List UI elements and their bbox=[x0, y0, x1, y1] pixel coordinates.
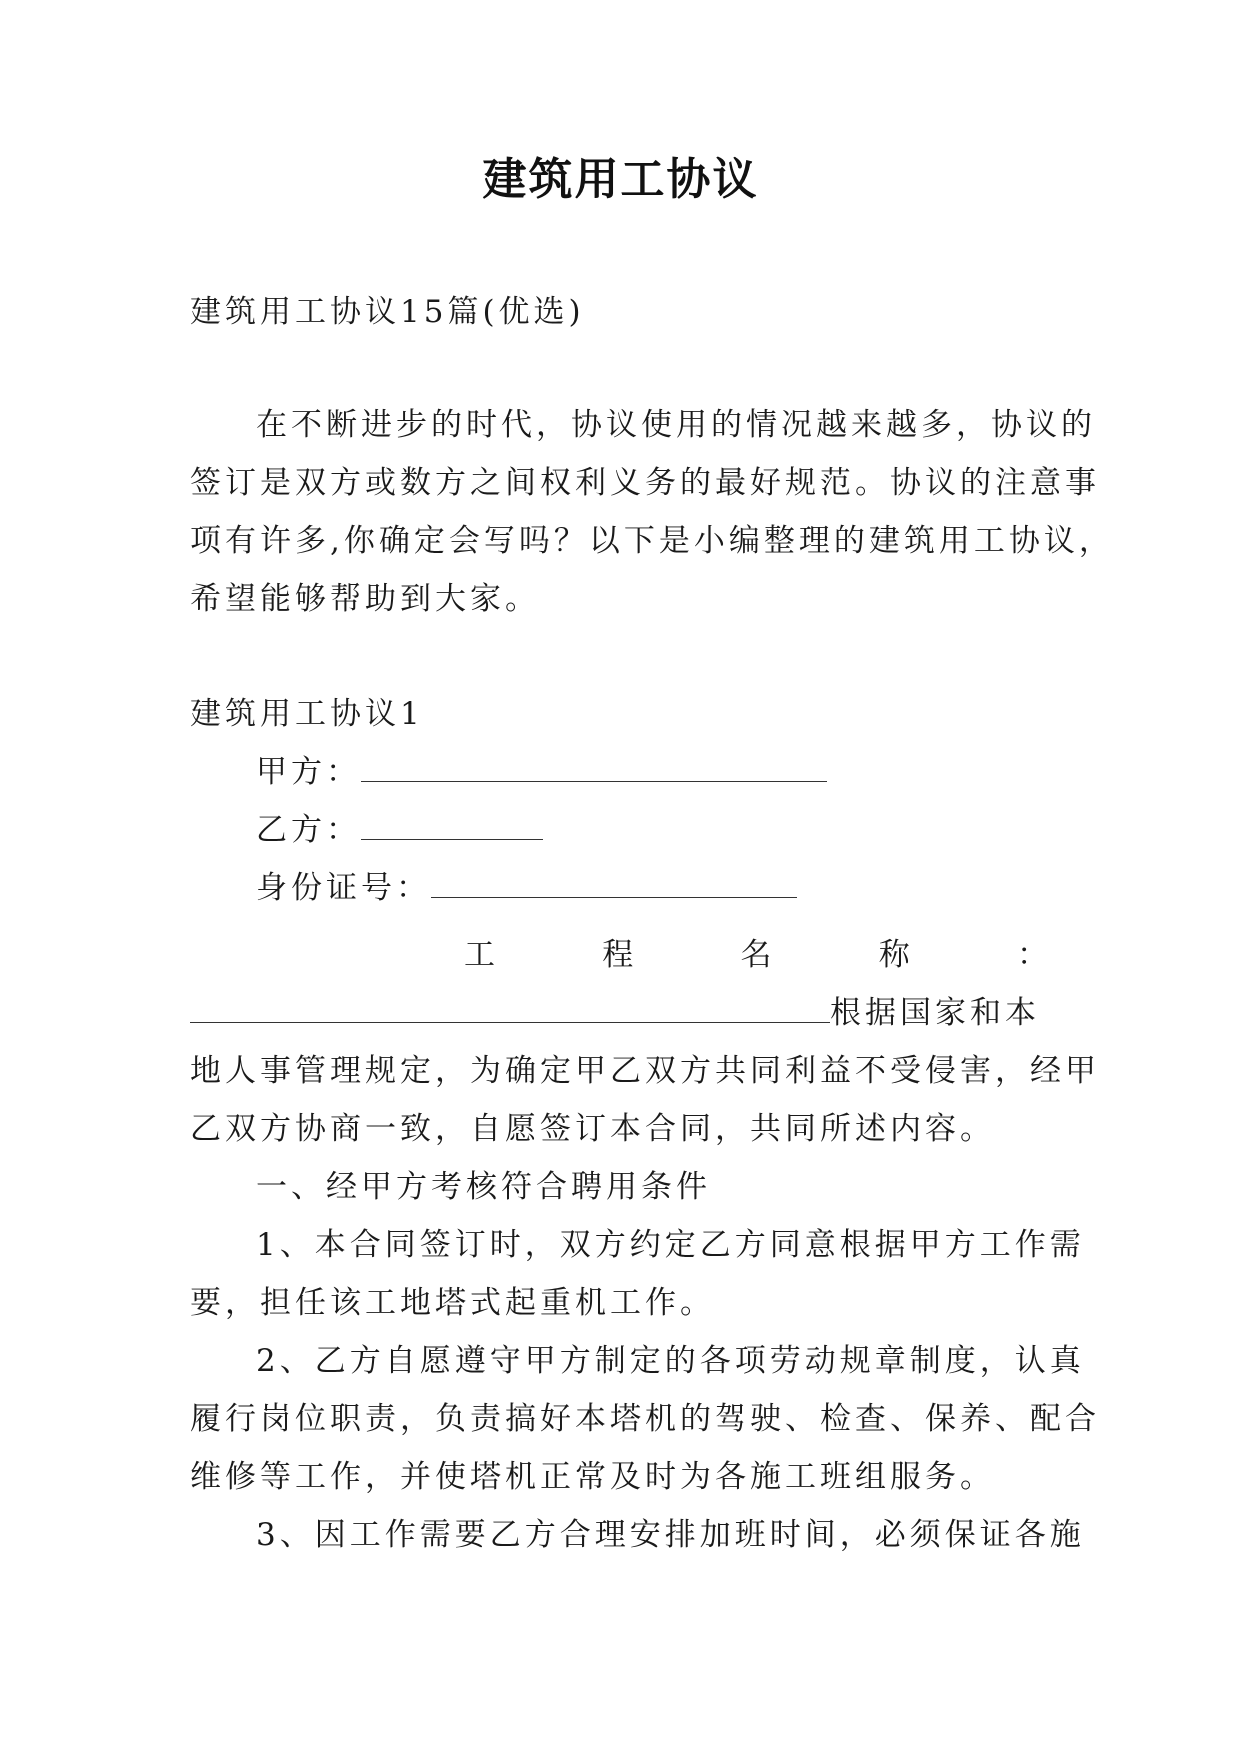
party-a-blank bbox=[361, 755, 827, 782]
project-name-char-5: ： bbox=[1017, 937, 1048, 973]
intro-line-2: 签订是双方或数方之间权利义务的最好规范。协议的注意事 bbox=[190, 465, 1100, 501]
project-name-blank bbox=[190, 996, 830, 1023]
intro-line-3: 项有许多,你确定会写吗？以下是小编整理的建筑用工协议， bbox=[190, 523, 1114, 559]
id-number-blank bbox=[431, 871, 797, 898]
id-number-field bbox=[256, 868, 1120, 908]
clause3-line-1: 3、因工作需要乙方合理安排加班时间，必须保证各施 bbox=[256, 1517, 1085, 1553]
intro-line-4: 希望能够帮助到大家。 bbox=[190, 581, 540, 617]
clause1-line-2: 要，担任该工地塔式起重机工作。 bbox=[190, 1285, 715, 1321]
party-b-field bbox=[256, 810, 1120, 850]
id-number-label: 身份证号： bbox=[256, 870, 431, 906]
clause1-line-1: 1、本合同签订时，双方约定乙方同意根据甲方工作需 bbox=[256, 1227, 1085, 1263]
project-name-char-2: 程 bbox=[602, 937, 634, 973]
project-name-line bbox=[190, 993, 1054, 1033]
clause2-line-1: 2、乙方自愿遵守甲方制定的各项劳动规章制度，认真 bbox=[256, 1343, 1085, 1379]
body-line-1: 地人事管理规定，为确定甲乙双方共同利益不受侵害，经甲 bbox=[190, 1053, 1100, 1089]
project-name-char-4: 称 bbox=[878, 937, 910, 973]
party-a-label: 甲方： bbox=[256, 754, 361, 790]
document-title: 建筑用工协议 bbox=[482, 154, 759, 205]
clause2-line-3: 维修等工作，并使塔机正常及时为各施工班组服务。 bbox=[190, 1459, 995, 1495]
project-name-label bbox=[464, 935, 1048, 975]
project-name-char-3: 名 bbox=[740, 937, 772, 973]
body-line-after-blank: 根据国家和本 bbox=[830, 995, 1040, 1031]
clause2-line-2: 履行岗位职责，负责搞好本塔机的驾驶、检查、保养、配合 bbox=[190, 1401, 1100, 1437]
document-subtitle: 建筑用工协议15篇(优选) bbox=[190, 294, 585, 330]
body-line-2: 乙双方协商一致，自愿签订本合同，共同所述内容。 bbox=[190, 1111, 995, 1147]
section-heading: 建筑用工协议1 bbox=[190, 696, 424, 732]
party-a-field bbox=[256, 752, 1120, 792]
intro-line-1: 在不断进步的时代，协议使用的情况越来越多，协议的 bbox=[256, 407, 1096, 443]
party-b-label: 乙方： bbox=[256, 812, 361, 848]
clause-heading: 一、经甲方考核符合聘用条件 bbox=[256, 1169, 711, 1205]
project-name-char-1: 工 bbox=[464, 937, 495, 973]
party-b-blank bbox=[361, 813, 543, 840]
